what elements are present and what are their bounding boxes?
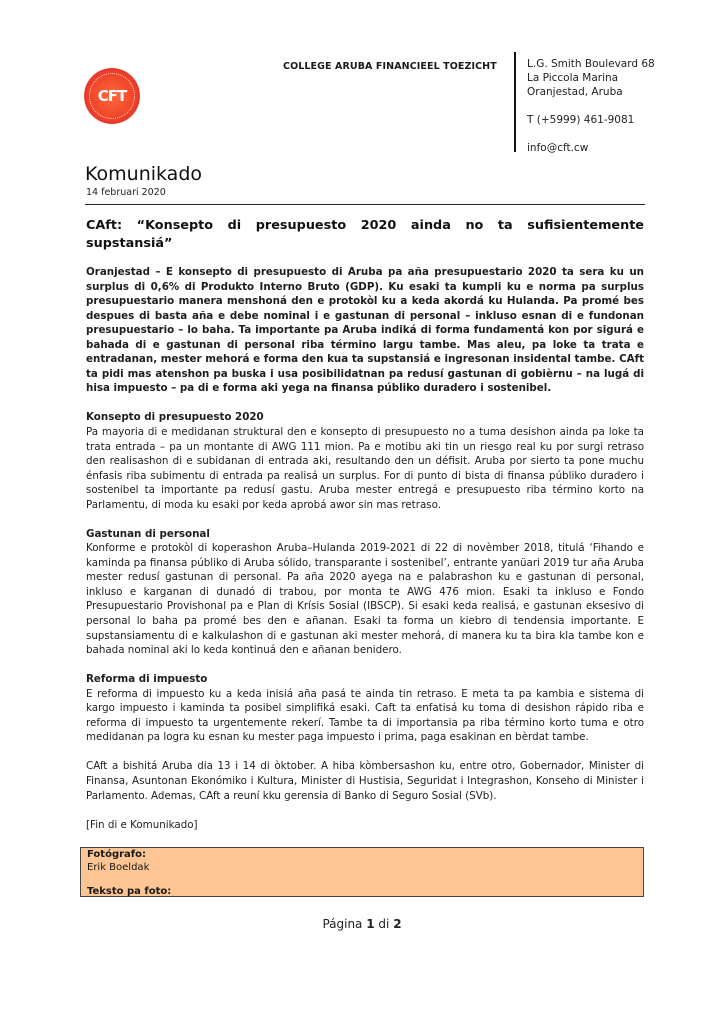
section-title: Gastunan di personal [86, 527, 210, 540]
page-word: Página [322, 917, 363, 931]
section-tax-reform [86, 672, 644, 745]
section-body: Pa mayoria di e medidanan struktural den e konsepto di presupuesto no a tuma desishon ainda pa loke ta trata entrada – pa un montante di AWG 111 mion. Pa e motibu aki tin un riesgo real ku por surgi retraso den realisashon di e subidanan di entrada aki, resultando den un défisit. Aruba por sierto ta pone muchu énfasis riba subimentu di entrada pa realisá un surplus. For di punto di bista di finansa públiko duradero i sostenibel ta importante pa redusí gastu. Aruba mester entregá e presupuesto riba término korto na Parlamentu, di moda ku esaki por keda aprobá awor sin mas retraso. [86, 425, 644, 511]
section-title: Reforma di impuesto [86, 673, 208, 686]
headline: CAft: “Konsepto di presupuesto 2020 ainda no ta sufisientemente supstansiá” [86, 218, 644, 251]
photographer-name: Erik Boeldak [87, 861, 150, 873]
title-divider [85, 204, 645, 205]
section-body: E reforma di impuesto ku a keda inisiá aña pasá te ainda tin retraso. E meta ta pa kambia e sistema di kargo impuesto i kaminda ta posibel simplifiká esaki. Caft ta enfatisá ku toma di desishon rápido riba e reforma di impuesto ta urgentemente rekerí. Tambe ta di importansia pa riba término korto tuma e otro medidanan pa logra ku esnan ku mester paga impuesto i prima, paga esakinan en bèrdat tambe. [86, 687, 644, 744]
document-type-title: Komunikado [85, 163, 203, 185]
logo-text: CFT [97, 87, 127, 105]
organization-name: COLLEGE ARUBA FINANCIEEL TOEZICHT [283, 61, 497, 72]
header-divider [514, 52, 516, 152]
document-date: 14 februari 2020 [86, 187, 166, 198]
lead-paragraph: Oranjestad – E konsepto di presupuesto di Aruba pa aña presupuestario 2020 ta sera ku un surplus di 0,6% di Produkto Interno Bruto (GDP). Ku esaki ta kumpli ku e norma pa surplus presupuestario manera menshoná den e protokòl ku a keda akordá ku Hulanda. Pa promé bes despues di basta aña e debe nominal i e gastunan di personal – inkluso esnan di e fundonan presupuestario – lo baha. Ta importante pa Aruba indiká di forma fundamentá kon por sigurá e bahada di e gastunan di personal riba término largu tambe. Mas aleu, pa loke ta trata e entradanan, mester mehorá e forma den kua ta supstansiá e ingresonan insidental tambe. CAft ta pidi mas atenshon pa buska i usa posibilidatnan pa redusí gastunan di gobièrnu – na lugá di hisa impuesto – pa di e forma aki yega na finansa públiko duradero i sostenibel. [86, 266, 644, 395]
address-line-3: Oranjestad, Aruba [527, 86, 623, 98]
address-line-1: L.G. Smith Boulevard 68 [527, 58, 655, 70]
caption-label: Teksto pa foto: [87, 886, 172, 897]
visit-paragraph: CAft a bishitá Aruba dia 13 i 14 di òktober. A hiba kòmbersashon ku, entre otro, Gobernador, Minister di Finansa, Asuntonan Ekonómiko i Kultura, Minister di Hustisia, Seguridat i Integrashon, Konseho di Minister i Parlamento. Ademas, CAft a reuní kku gerensia di Banko di Seguro Sosial (SVb). [86, 760, 644, 802]
section-title: Konsepto di presupuesto 2020 [86, 411, 264, 424]
section-personnel-costs [86, 527, 644, 658]
of-word: di [378, 917, 390, 931]
document-body [86, 265, 644, 832]
section-budget-concept [86, 410, 644, 512]
cft-logo [84, 68, 140, 124]
address-line-2: La Piccola Marina [527, 72, 619, 84]
photo-info-box [80, 847, 644, 897]
total-pages: 2 [393, 917, 402, 931]
closing-note: [Fin di e Komunikado] [86, 818, 198, 831]
photographer-label: Fotógrafo: [87, 849, 147, 860]
page-number [0, 917, 724, 931]
email-address[interactable]: info@cft.cw [527, 142, 589, 154]
phone-number: T (+5999) 461-9081 [527, 114, 635, 126]
contact-block [527, 57, 655, 155]
current-page: 1 [366, 917, 375, 931]
section-body: Konforme e protokòl di koperashon Aruba–Hulanda 2019-2021 di 22 di novèmber 2018, titulá ‘Fihando e kaminda pa finansa públiko di Aruba sólido, transparante i sostenibel’, entrante yanüari 2019 tur aña Aruba mester redusí gastunan di personal. Pa aña 2020 ayega na e palabrashon ku e gastunan di personal, inkluso e karganan di dunadó di trabou, por monta te AWG 476 mion. Esaki ta inkluso e Fondo Presupuestario Provishonal pa e Plan di Krísis Sosial (IBSCP). Si esaki keda realisá, e gastunan eksesivo di personal lo baha pa promé bes den e añanan. Esaki ta forma un kiebro di tendensia importante. E supstansiamentu di e kalkulashon di e gastunan aki mester mehorá, di manera ku ta bira kla tambe kon e bahada nominal aki lo keda kontinuá den e añanan benidero. [86, 542, 644, 657]
